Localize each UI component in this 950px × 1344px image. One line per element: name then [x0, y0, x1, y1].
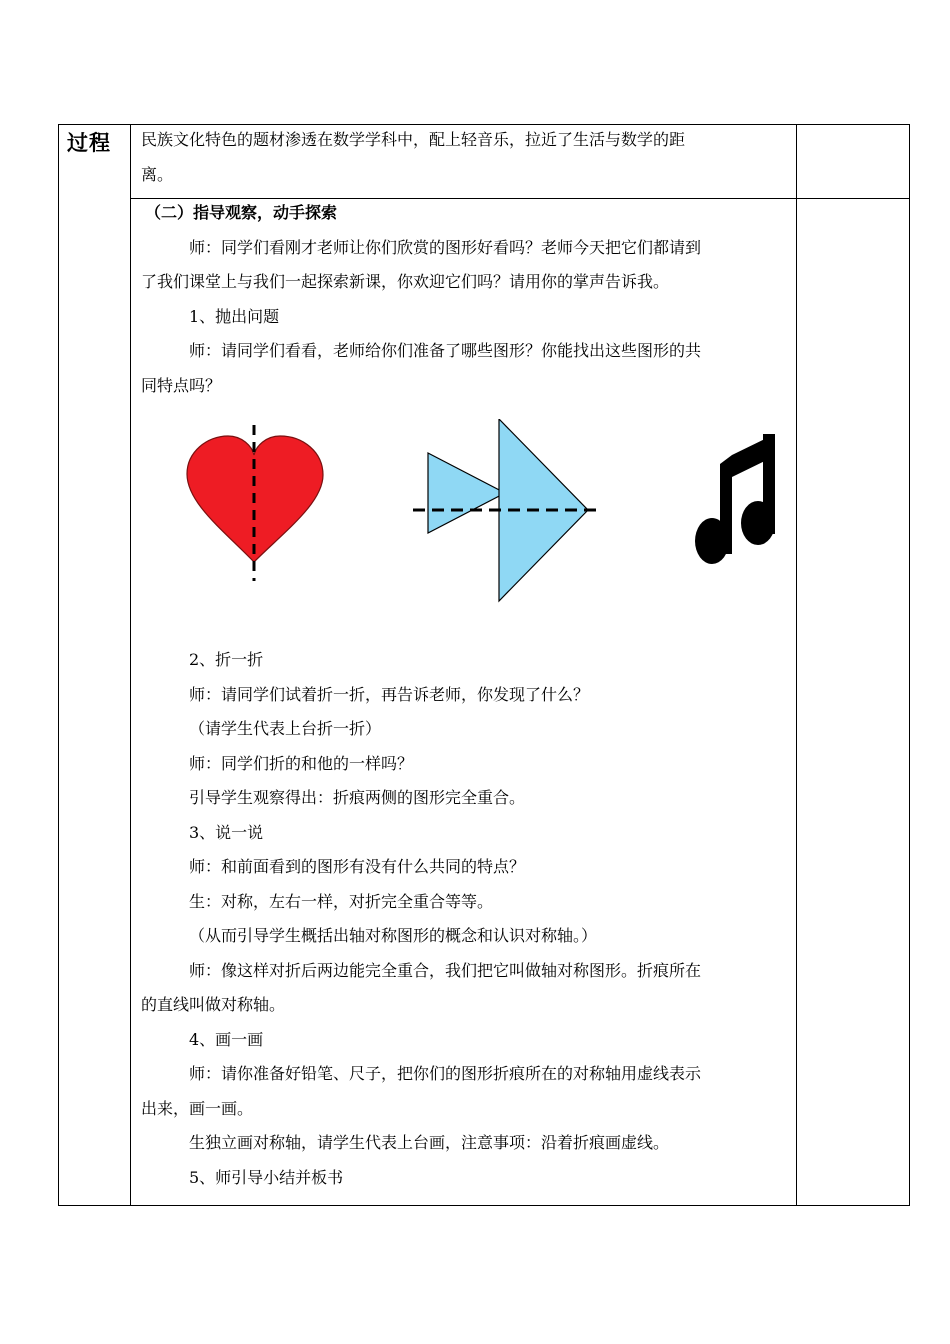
step-heading: 5、师引导小结并板书: [189, 1167, 344, 1187]
paragraph-line: 师：和前面看到的图形有没有什么共同的特点？: [189, 857, 526, 876]
figures-svg: [141, 419, 791, 611]
column-divider-left: [130, 125, 131, 1205]
step-heading: 2、折一折: [189, 650, 264, 669]
column-divider-right: [796, 125, 797, 1205]
intro-line: 离。: [141, 164, 174, 184]
music-note: [695, 434, 775, 564]
paragraph-line: 师：同学们折的和他的一样吗？: [189, 753, 414, 773]
step-heading: 1、抛出问题: [189, 306, 280, 326]
section-label: 过程: [67, 131, 111, 155]
paragraph-line: 师：请同学们试着折一折，再告诉老师，你发现了什么？: [189, 684, 590, 704]
steps-body: [141, 643, 791, 1195]
paragraph-line: 师：请你准备好铅笔、尺子，把你们的图形折痕所在的对称轴用虚线表示: [189, 1064, 702, 1083]
paragraph-line: 生：对称，左右一样，对折完全重合等等。: [189, 891, 494, 911]
intro-paragraph: [141, 123, 791, 192]
section-body: [141, 196, 791, 403]
intro-line: 民族文化特色的题材渗透在数学学科中，配上轻音乐，拉近了生活与数学的距: [141, 130, 686, 149]
paragraph-line: 生独立画对称轴，请学生代表上台画，注意事项：沿着折痕画虚线。: [189, 1133, 670, 1152]
paragraph-line: 了我们课堂上与我们一起探索新课，你欢迎它们吗？请用你的掌声告诉我。: [141, 272, 670, 291]
paragraph-line: 同特点吗？: [141, 375, 222, 395]
lesson-table: [58, 124, 910, 1206]
paragraph-line: 引导学生观察得出：折痕两侧的图形完全重合。: [189, 788, 526, 807]
symmetry-figures: [141, 419, 791, 611]
paragraph-line: 出来，画一画。: [141, 1098, 254, 1118]
step-heading: 4、画一画: [189, 1029, 264, 1049]
small-triangle: [428, 453, 505, 533]
paragraph-line: （请学生代表上台折一折）: [189, 719, 382, 738]
section-title: （二）指导观察，动手探索: [145, 203, 338, 222]
paragraph-line: 师：请同学们看看，老师给你们准备了哪些图形？你能找出这些图形的共: [189, 341, 702, 360]
paragraph-line: 师：同学们看刚才老师让你们欣赏的图形好看吗？老师今天把它们都请到: [189, 237, 702, 257]
step-heading: 3、说一说: [189, 822, 264, 842]
paragraph-line: 的直线叫做对称轴。: [141, 995, 286, 1014]
paragraph-line: （从而引导学生概括出轴对称图形的概念和认识对称轴。）: [189, 926, 598, 945]
paragraph-line: 师：像这样对折后两边能完全重合，我们把它叫做轴对称图形。折痕所在: [189, 960, 702, 980]
